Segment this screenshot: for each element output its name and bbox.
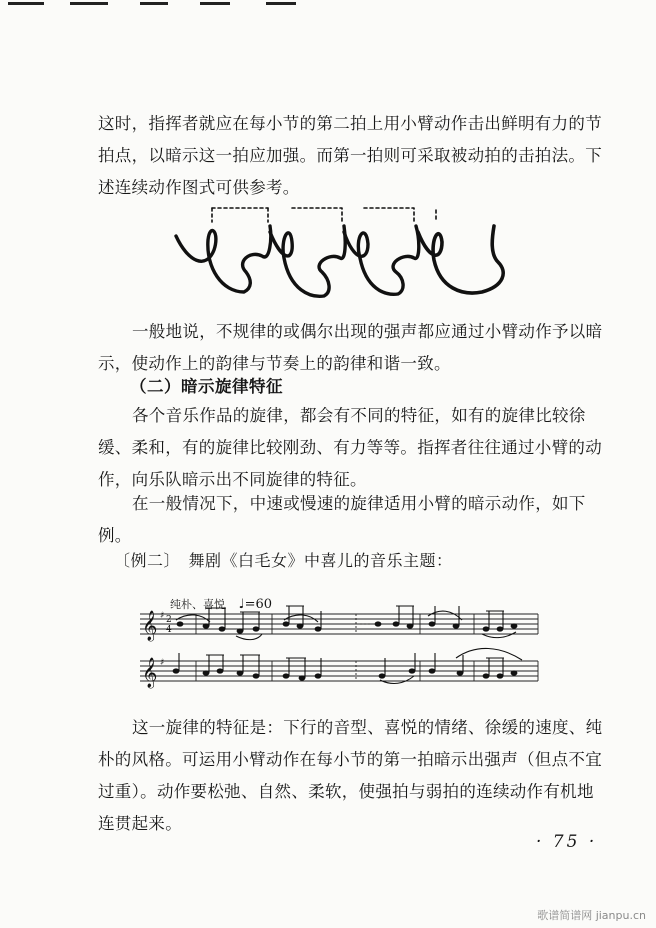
svg-text:4: 4 [166,625,172,635]
svg-text:𝄞: 𝄞 [142,658,158,688]
tempo-text: 纯朴、喜悦 [170,598,225,611]
svg-text:♯: ♯ [160,658,165,668]
paragraph-1: 这时，指挥者就应在每小节的第二拍上用小臂动作击出鲜明有力的节拍点，以暗示这一拍应加强。而第一拍则可采取被动拍的击拍法。下述连续动作图式可供参考。 [98,114,602,197]
paragraph-2: 一般地说，不规律的或偶尔出现的强声都应通过小臂动作予以暗示，使动作上的韵律与节奏上的韵律和谐一致。 [98,322,603,373]
metronome-mark: ♩=60 [238,597,273,612]
example-caption: 〔例二〕 舞剧《白毛女》中喜儿的音乐主题： [114,551,453,570]
paragraph-4: 在一般情况下，中速或慢速的旋律适用小臂的暗示动作，如下例。 [98,494,586,545]
page-number: · 75 · [536,832,598,852]
svg-text:2: 2 [166,615,172,625]
paragraph-3: 各个音乐作品的旋律，都会有不同的特征，如有的旋律比较徐缓、柔和，有的旋律比较刚劲、有力等等。指挥者往往通过小臂的动作，向乐队暗示出不同旋律的特征。 [98,406,602,489]
section-heading: （二）暗示旋律特征 [130,377,283,396]
paragraph-5: 这一旋律的特征是：下行的音型、喜悦的情绪、徐缓的速度、纯朴的风格。可运用小臂动作在每小节的第一拍暗示出强声（但点不宜过重）。动作要松弛、自然、柔软，使强拍与弱拍的连续动作有机地连贯起来。 [98,718,603,833]
svg-text:♯: ♯ [160,611,165,621]
svg-text:𝄞: 𝄞 [142,611,158,641]
site-watermark: 歌谱简谱网 jianpu.cn [537,909,646,922]
